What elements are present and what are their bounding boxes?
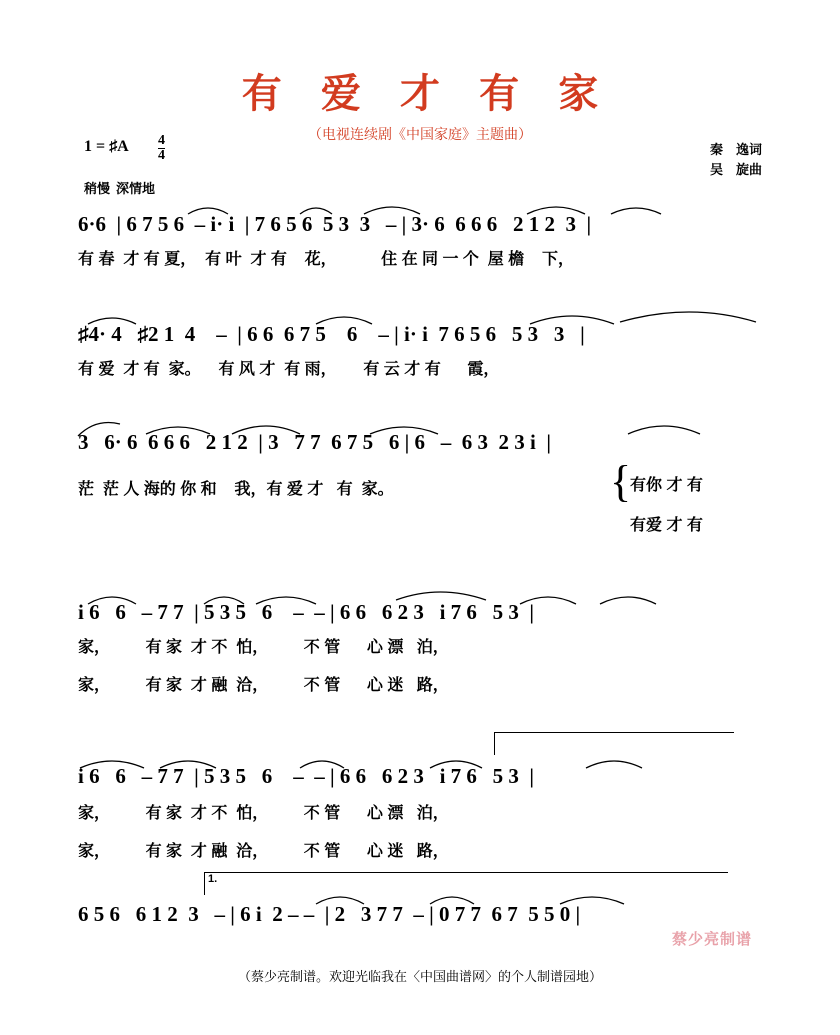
system-6-notes: 6 5 6 6 1 2 3 – | 6 i 2 – – | 2 3 7 7 – | 0 7 7 6 7 5 5 0 |: [78, 902, 581, 926]
alternate-lyrics-bracket: {: [610, 457, 632, 506]
system-4-lyrics-verse2: 家， 有 家 才 融 洽， 不 管 心 迷 路，: [78, 677, 449, 694]
lyricist-credit: 秦 逸词: [709, 142, 762, 157]
key-signature: 1 = ♯A: [84, 138, 129, 155]
system-3-lyrics: 茫 茫 人 海的 你 和 我，有 爱 才 有 家。: [78, 481, 394, 498]
time-signature: [158, 134, 165, 163]
system-5-notes-line: i 6 6 – 7 7 | 5 3 5 6 – – | 6 6 6 2 3 i 7 6 5 3 |: [78, 764, 535, 788]
system-2-lyrics: 有 爱 才 有 家。 有 风 才 有 雨， 有 云 才 有 霞，: [78, 361, 500, 378]
page-subtitle: （电视连续剧《中国家庭》主题曲）: [308, 126, 532, 142]
credits: [710, 140, 762, 180]
page-title: 有 爱 才 有 家: [241, 72, 613, 116]
tempo-marking: [84, 178, 161, 197]
composer-credit: 吴 旋曲: [709, 162, 762, 177]
system-4-notes: i 6 6 – 7 7 | 5 3 5 6 – – | 6 6 6 2 3 i 7 6 5 3 |: [78, 600, 535, 624]
time-signature-numerator: 4: [158, 133, 165, 148]
system-5-lyrics-verse1: 家， 有 家 才 不 怕， 不 管 心 漂 泊，: [78, 805, 449, 822]
volta-bracket-2: 1.: [204, 872, 728, 895]
volta-bracket-1: [494, 732, 734, 755]
system-2-notes: ♯4· 4 ♯2 1 4 – | 6 6 6 7 5 6 – | i· i 7 6 5 6 5 3 3 |: [78, 322, 585, 346]
system-4-lyrics-verse1: 家， 有 家 才 不 怕， 不 管 心 漂 泊，: [78, 639, 449, 656]
system-5-lyrics-verse2: 家， 有 家 才 融 洽， 不 管 心 迷 路，: [78, 843, 449, 860]
system-1-lyrics: 有 春 才 有 夏， 有 叶 才 有 花， 住 在 同 一 个 屋 檐 下，: [78, 251, 575, 268]
system-1-notes: 6·6 | 6 7 5 6 – i· i | 7 6 5 6 5 3 3 – | 3· 6 6 6 6 2 1 2 3 |: [78, 212, 592, 236]
alternate-lyric-line-1: 有你 才 有: [630, 477, 703, 494]
alternate-lyric-line-2: 有爱 才 有: [630, 517, 703, 534]
engraver-stamp: 蔡少亮制谱: [671, 931, 752, 948]
expression-text: 深情地: [116, 181, 156, 196]
tempo-text: 稍慢: [84, 181, 111, 196]
time-signature-denominator: 4: [158, 148, 165, 163]
system-3-notes: 3 6· 6 6 6 6 2 1 2 | 3 7 7 6 7 5 6 | 6 – 6 3 2 3 i |: [78, 430, 551, 454]
page-footer: （蔡少亮制谱。欢迎光临我在〈中国曲谱网〉的个人制谱园地）: [237, 969, 602, 984]
